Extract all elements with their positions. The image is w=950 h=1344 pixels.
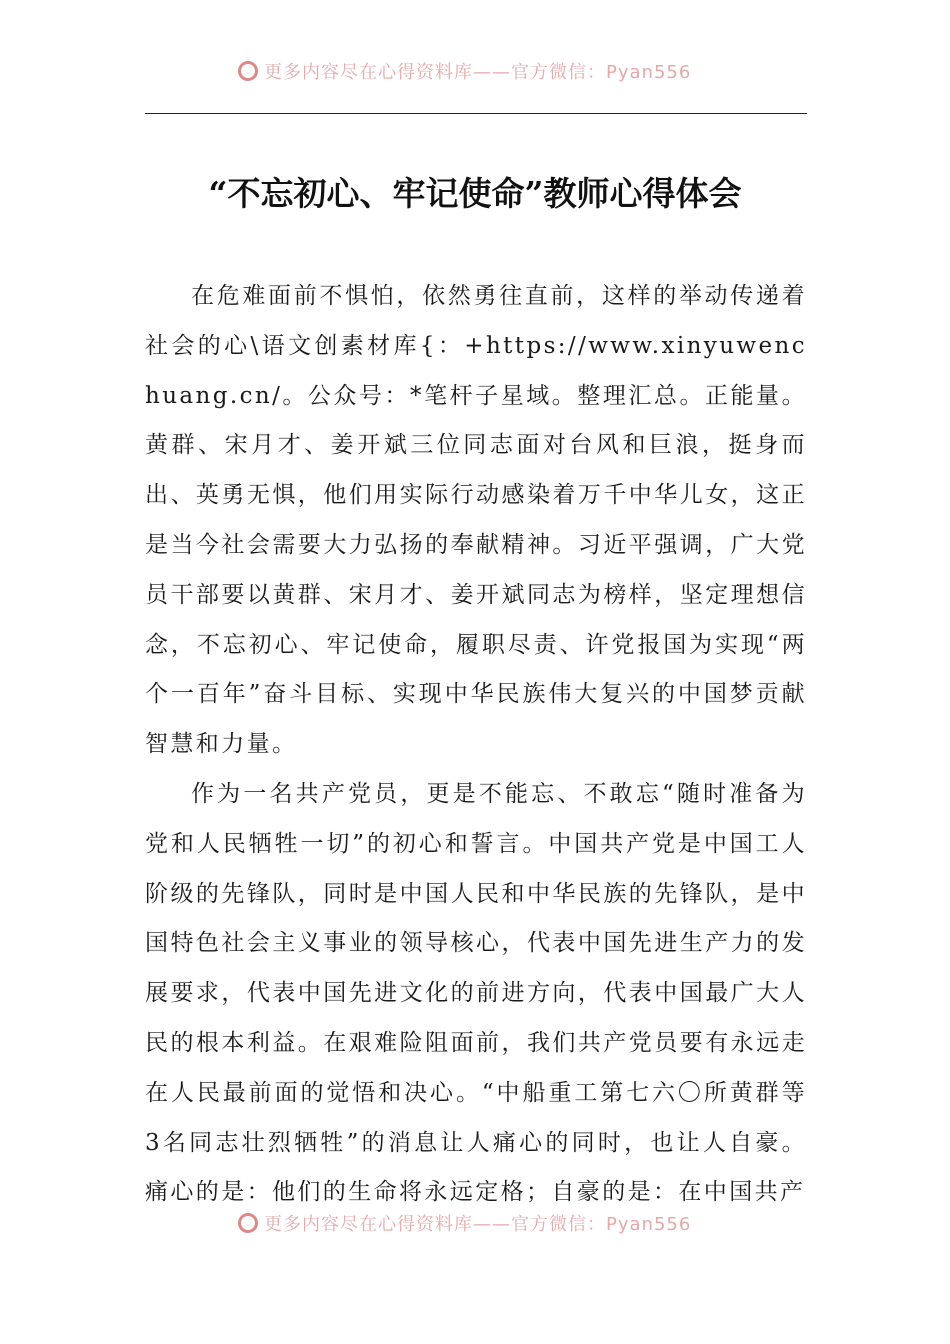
paragraph-2: 作为一名共产党员，更是不能忘、不敢忘“随时准备为党和人民牺牲一切”的初心和誓言。中国共产党是中国工人阶级的先锋队，同时是中国人民和中华民族的先锋队，是中国特色社会主义事业的领导核心，代表中国先进生产力的发展要求，代表中国先进文化的前进方向，代表中国最广大人民的根本利益。在艰难险阻面前，我们共产党员要有永远走在人民最前面的觉悟和决心。“中船重工第七六〇所黄群等3名同志壮烈牺牲”的消息让人痛心的同时，也让人自豪。痛心的是：他们的生命将永远定格；自豪的是：在中国共产 <box>145 780 807 1206</box>
header-divider <box>145 113 807 114</box>
watermark-logo-icon <box>238 1213 258 1233</box>
watermark-logo-icon <box>238 61 258 81</box>
header-watermark-text: 更多内容尽在心得资料库——官方微信：Pyan556 <box>264 62 692 82</box>
header-watermark <box>238 60 738 82</box>
document-title: “不忘初心、牢记使命”教师心得体会 <box>208 174 742 213</box>
document-body <box>145 272 807 1218</box>
paragraph-1: 在危难面前不惧怕，依然勇往直前，这样的举动传递着社会的心\语文创素材库{：+https://www.xinyuwenchuang.cn/。公众号：*笔杆子星域。整理汇总。正能量。黄群、宋月才、姜开斌三位同志面对台风和巨浪，挺身而出、英勇无惧，他们用实际行动感染着万千中华儿女，这正是当今社会需要大力弘扬的奉献精神。习近平强调，广大党员干部要以黄群、宋月才、姜开斌同志为榜样，坚定理想信念，不忘初心、牢记使命，履职尽责、许党报国为实现“两个一百年”奋斗目标、实现中华民族伟大复兴的中国梦贡献智慧和力量。 <box>145 283 807 758</box>
footer-watermark-text: 更多内容尽在心得资料库——官方微信：Pyan556 <box>264 1214 692 1234</box>
footer-watermark <box>238 1212 738 1234</box>
